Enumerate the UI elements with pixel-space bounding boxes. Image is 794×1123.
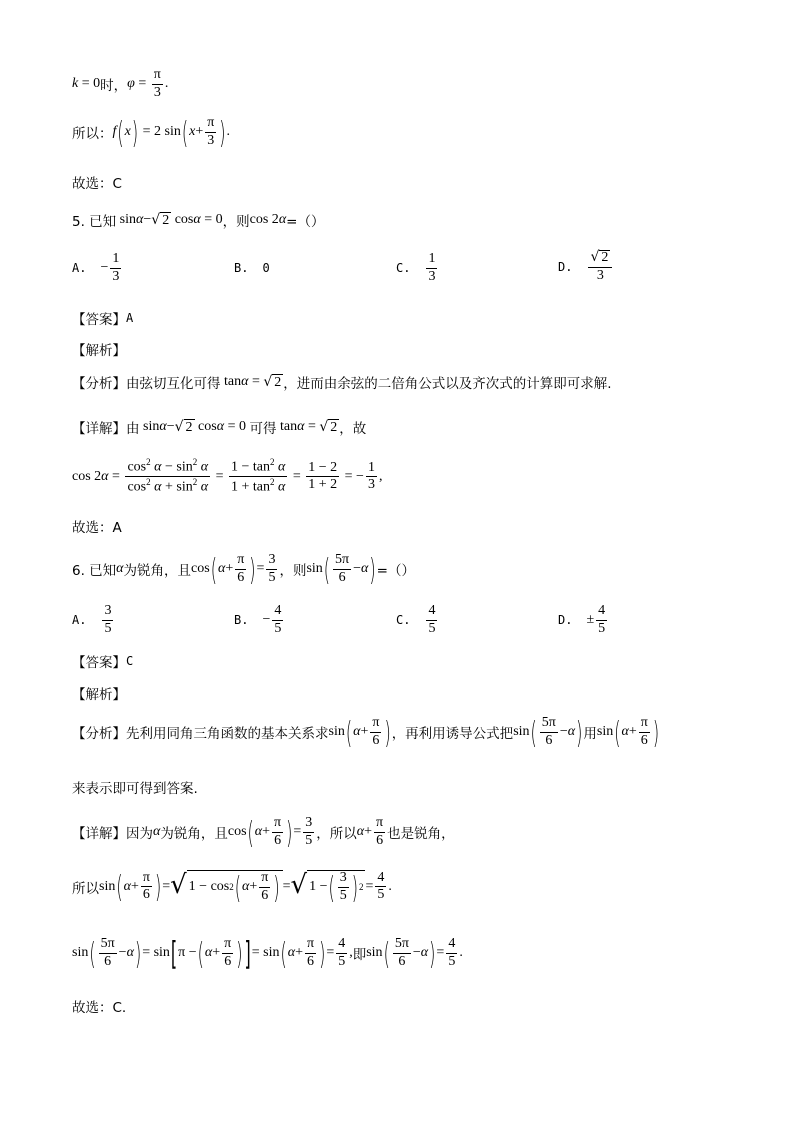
q6-option-b: B. − $\frac{4}{5}$ — [234, 603, 282, 636]
q6-fenxi-cont: 来表示即可得到答案. — [72, 781, 198, 797]
q6-choice: 故选：C. — [72, 1000, 127, 1016]
q6-option-a: A. $\frac{3}{5}$ — [72, 603, 112, 636]
q6-xiangjie: 【详解】 因为 α 为锐角，且 cos ( α + $\frac{\pi}{6}$ ) = $\frac{3}{5}$ ，所以 α + $\frac{\pi}{6}$ 也是锐角， — [72, 814, 455, 851]
q6-answer: 【答案】 C — [72, 654, 134, 671]
prev-choice: 故选：C — [72, 176, 122, 192]
q6-analysis-tag: 【解析】 — [72, 687, 126, 703]
q5-option-c: C. $\frac{1}{3}$ — [396, 251, 436, 284]
q6-option-d: D. ± $\frac{4}{5}$ — [558, 603, 606, 636]
q5-fenxi: 【分析】 由弦切互化可得 tan α = √ 2 ，进而由余弦的二倍角公式以及齐次式的计算即可求解. — [72, 373, 612, 392]
q5-xiangjie: 【详解】 由 sin α − √ 2 cos α = 0 可得 tan α = √ 2 ，故 — [72, 418, 367, 437]
q5-option-b: B. 0 — [234, 261, 270, 275]
q5-analysis-tag: 【解析】 — [72, 343, 126, 359]
q6-sin-computation: 所以 sin ( α + $\frac{\pi}{6}$ ) = √ 1 − cos 2 ( α + $\frac{\pi}{6}$ ) = √ 1 − ( $\frac{3}{5}$ ) 2 = $\frac{4}{5}$ . — [72, 868, 392, 906]
q6-fenxi: 【分析】 先利用同角三角函数的基本关系求 sin ( α + $\frac{\pi}{6}$ ) ，再利用诱导公式把 sin ( $\frac{5\pi}{6}$ − α ) 用 sin ( α + $\frac{\pi}{6}$ ) — [72, 714, 660, 751]
q6-stem: 6. 已知 α 为锐角，且 cos ( α + $\frac{\pi}{6}$ ) = $\frac{3}{5}$ ，则 sin ( $\frac{5\pi}{6}$ − α ) =（） — [72, 551, 415, 588]
q5-choice: 故选：A — [72, 520, 122, 536]
q6-option-c: C. $\frac{4}{5}$ — [396, 603, 436, 636]
q5-answer: 【答案】 A — [72, 311, 134, 328]
q6-induction-formula: sin ( $\frac{5\pi}{6}$ − α ) = sin [ π − ( α + $\frac{\pi}{6}$ ) ] = sin ( α + $\frac{\pi}{6}$ ) = $\frac{4}{5}$ , 即 sin ( $\frac{5\pi}{6}$ − α ) = $\frac{4}{5}$ . — [72, 934, 463, 973]
f-x-solution-line: 所以： f ( x ) = 2 sin ( x + $\frac{\pi}{3}$ ) . — [72, 114, 231, 151]
q5-stem: 5. 已知 sin α − √ 2 cos α = 0 ，则 cos 2 α =（） — [72, 211, 325, 230]
q5-option-d: D. √ 2 3 — [558, 250, 614, 283]
k-zero-line: k = 0 时， φ = $\frac{\pi}{3}$ . — [72, 67, 169, 100]
q5-cos2a-computation: cos 2 α = $\frac{\cos^2 \alpha - \sin^2 \alpha}{\cos^2 \alpha + \sin^2 \alpha}$ = $\frac{1 - \tan^2 \alpha}{1 + \tan^2 \alpha}$ = $\frac{1 - 2}{1 + 2}$ = − $\frac{1}{3}$ , — [72, 457, 383, 495]
q5-option-a: A. − $\frac{1}{3}$ — [72, 251, 120, 284]
